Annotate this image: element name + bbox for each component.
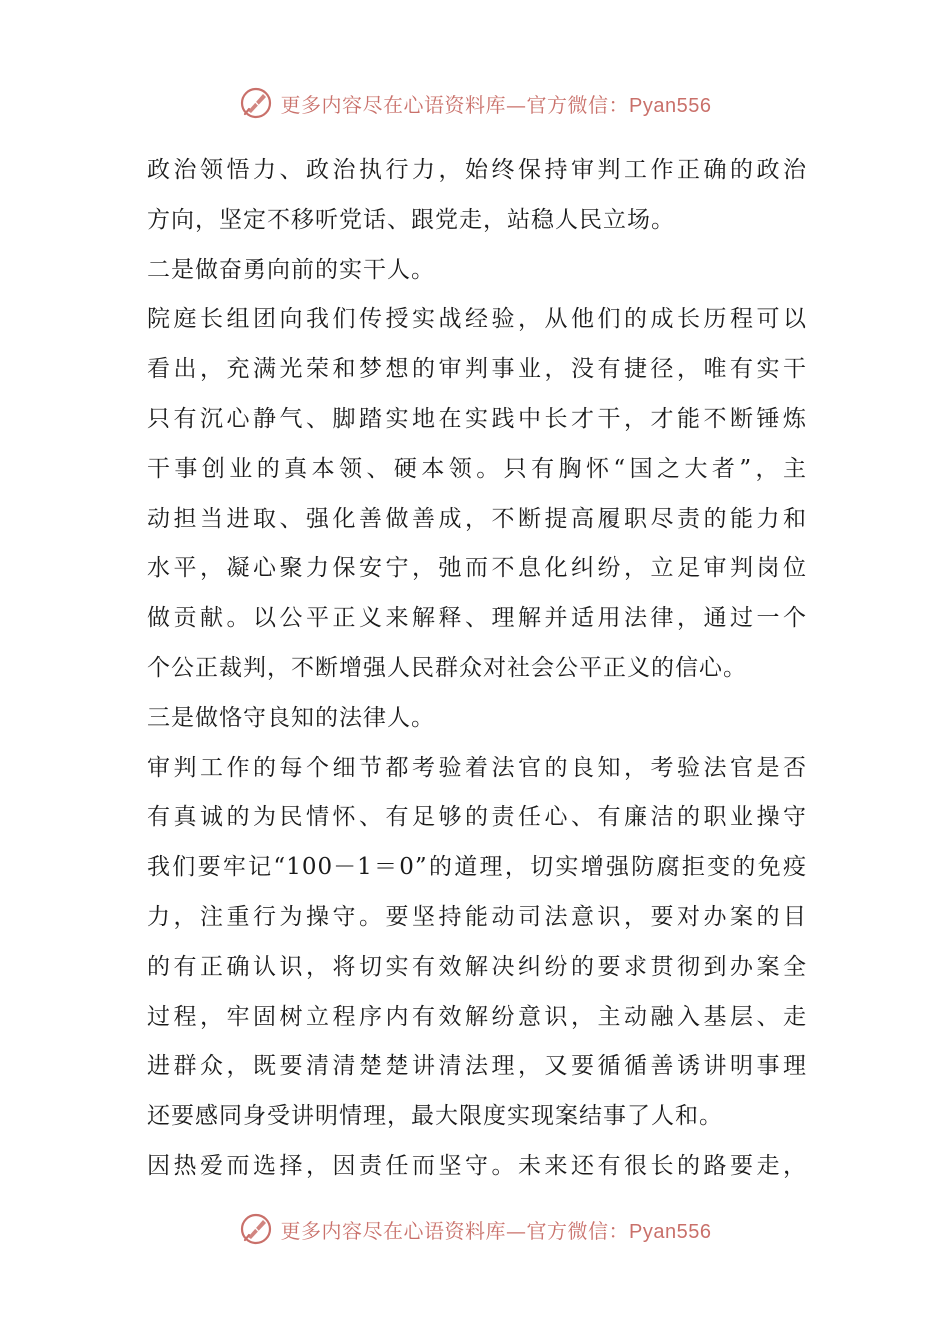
text-line: 的有正确认识，将切实有效解决纠纷的要求贯彻到办案全 — [147, 953, 807, 980]
watermark-text — [281, 89, 712, 118]
text-line: 只有沉心静气、脚踏实地在实践中长才干，才能不断锤炼 — [147, 405, 807, 432]
text-line: 做贡献。以公平正义来解释、理解并适用法律，通过一个 — [147, 605, 807, 632]
watermark-wechat-label: 官方微信： — [526, 92, 630, 117]
text-line: 方向，坚定不移听党话、跟党走，站稳人民立场。 — [147, 206, 675, 233]
text-line: 动担当进取、强化善做善成，不断提高履职尽责的能力和 — [147, 505, 807, 532]
watermark-wechat-id: Pyan556 — [629, 1220, 712, 1243]
text-line: 我们要牢记“100－1＝0”的道理，切实增强防腐拒变的免疫 — [147, 854, 807, 881]
text-line: 水平，凝心聚力保安宁，弛而不息化纠纷，立足审判岗位 — [147, 555, 807, 582]
watermark-library-name: 更多内容尽在心语资料库 — [280, 1218, 507, 1243]
text-line: 进群众，既要清清楚楚讲清法理，又要循循善诱讲明事理 — [147, 1053, 807, 1080]
text-line: 个公正裁判，不断增强人民群众对社会公平正义的信心。 — [147, 654, 747, 681]
text-line: 二是做奋勇向前的实干人。 — [147, 256, 435, 283]
document-body — [147, 146, 807, 1192]
watermark-separator: — — [506, 1218, 527, 1243]
text-line: 因热爱而选择，因责任而坚守。未来还有很长的路要走， — [147, 1152, 807, 1179]
watermark-wechat-label: 官方微信： — [526, 1218, 630, 1243]
watermark-banner-top — [0, 85, 950, 121]
quill-logo-icon — [239, 1212, 273, 1246]
text-line: 政治领悟力、政治执行力，始终保持审判工作正确的政治 — [147, 157, 807, 183]
text-line: 院庭长组团向我们传授实战经验，从他们的成长历程可以 — [147, 306, 807, 333]
text-line: 有真诚的为民情怀、有足够的责任心、有廉洁的职业操守 — [147, 804, 807, 831]
text-line: 审判工作的每个细节都考验着法官的良知，考验法官是否 — [147, 754, 807, 781]
quill-logo-icon — [239, 86, 273, 120]
watermark-library-name: 更多内容尽在心语资料库 — [280, 92, 507, 117]
text-line: 三是做恪守良知的法律人。 — [147, 704, 435, 731]
watermark-text — [281, 1215, 712, 1244]
text-line: 干事创业的真本领、硬本领。只有胸怀“国之大者”，主 — [147, 455, 807, 482]
text-line: 力，注重行为操守。要坚持能动司法意识，要对办案的目 — [147, 903, 807, 930]
text-line: 看出，充满光荣和梦想的审判事业，没有捷径，唯有实干 — [147, 356, 807, 383]
watermark-wechat-id: Pyan556 — [629, 94, 712, 117]
text-line: 过程，牢固树立程序内有效解纷意识，主动融入基层、走 — [147, 1003, 807, 1030]
watermark-separator: — — [506, 92, 527, 117]
text-line: 还要感同身受讲明情理，最大限度实现案结事了人和。 — [147, 1103, 723, 1130]
watermark-banner-bottom — [0, 1211, 950, 1247]
